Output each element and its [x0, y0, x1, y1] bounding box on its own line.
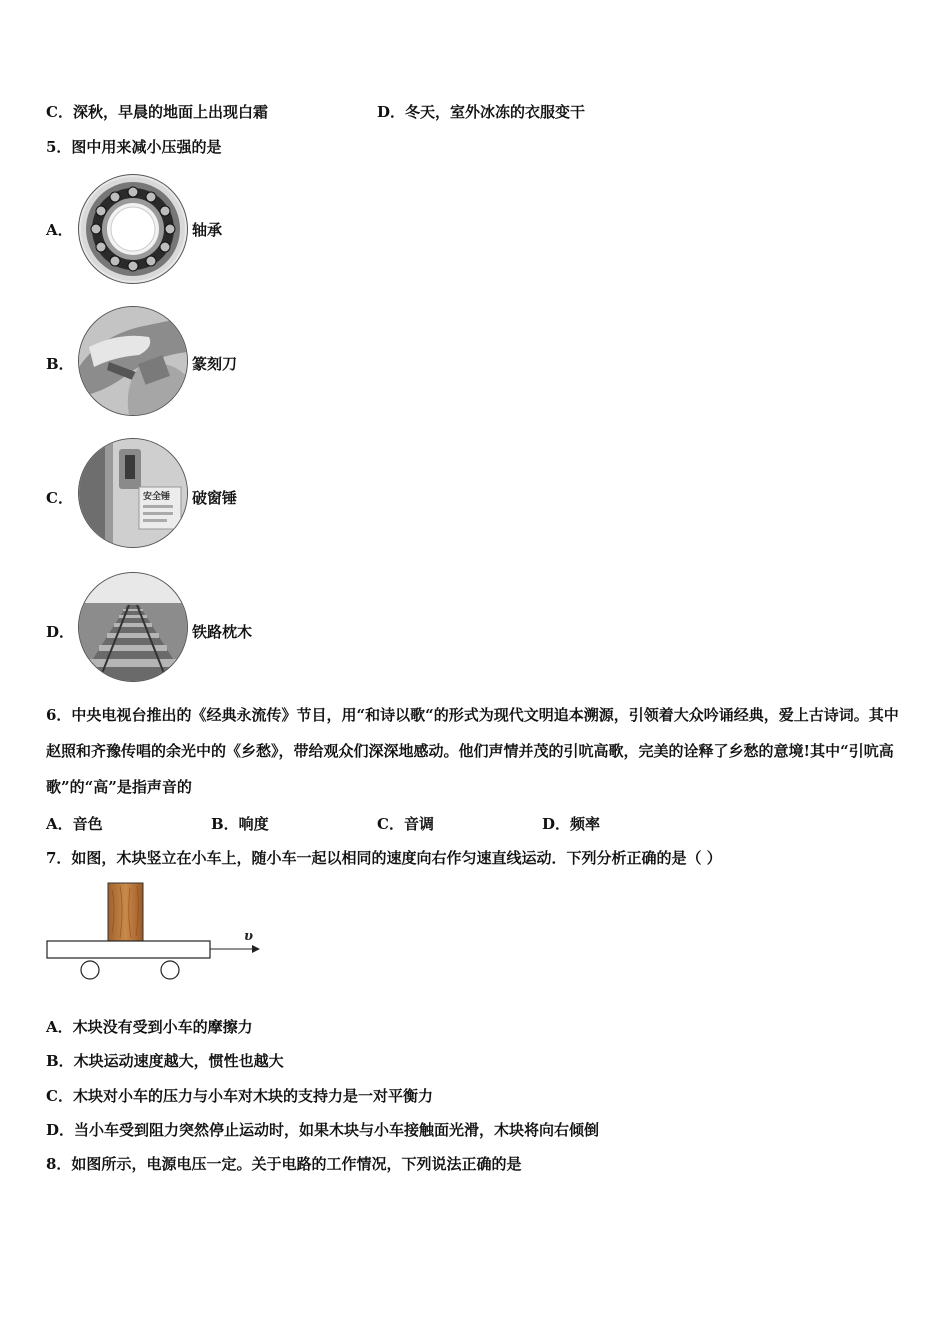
q5-option-a-label: A． [46, 221, 73, 239]
bearing-image [78, 174, 188, 284]
q7-option-c: C．木块对小车的压力与小车对木块的支持力是一对平衡力 [46, 1087, 433, 1105]
q6-option-c: C．音调 [377, 815, 434, 833]
q6-option-d: D．频率 [542, 815, 601, 833]
q5-option-b-label: B． [46, 355, 74, 373]
window-hammer-image [78, 438, 188, 548]
q4-option-d: D．冬天，室外冰冻的衣服变干 [377, 103, 586, 121]
q5-option-c-label: C． [46, 489, 73, 507]
q5-option-b-caption: 篆刻刀 [192, 355, 238, 373]
q8-stem: 8．如图所示，电源电压一定。关于电路的工作情况，下列说法正确的是 [46, 1155, 522, 1173]
cart-body [47, 941, 210, 958]
q7-option-a: A．木块没有受到小车的摩擦力 [46, 1018, 253, 1036]
cart-block-diagram [40, 878, 270, 988]
q4-option-c: C．深秋，早晨的地面上出现白霜 [46, 103, 268, 121]
velocity-label: υ [244, 929, 254, 944]
seal-knife-image [78, 306, 188, 416]
q7-stem: 7．如图，木块竖立在小车上，随小车一起以相同的速度向右作匀速直线运动．下列分析正确的是（ ） [46, 849, 722, 867]
q5-option-d-caption: 铁路枕木 [192, 623, 253, 641]
q5-option-c-caption: 破窗锤 [192, 489, 238, 507]
q6-option-a: A．音色 [46, 815, 103, 833]
railway-sleepers-image [78, 572, 188, 682]
cart-wheel-right [161, 961, 179, 979]
q5-option-a-caption: 轴承 [192, 221, 223, 239]
cart-wheel-left [81, 961, 99, 979]
q5-stem: 5．图中用来减小压强的是 [46, 138, 222, 156]
q7-option-d: D．当小车受到阻力突然停止运动时，如果木块与小车接触面光滑，木块将向右倾倒 [46, 1121, 600, 1139]
q5-option-d-label: D． [46, 623, 75, 641]
q6-stem: 6．中央电视台推出的《经典永流传》节目，用“和诗以歌“的形式为现代文明追本溯源，引领着大众吟诵经典，爱上古诗词。其中赵照和齐豫传唱的余光中的《乡愁》，带给观众们深深地感动。他们声情并茂的引吭高歌，完美的诠释了乡愁的意境!其中“引吭高歌”的“高”是指声音的 [46, 706, 899, 796]
hammer-sign-text: 安全锤 [143, 492, 171, 502]
q6-option-b: B．响度 [211, 815, 269, 833]
q7-option-b: B．木块运动速度越大，惯性也越大 [46, 1052, 284, 1070]
